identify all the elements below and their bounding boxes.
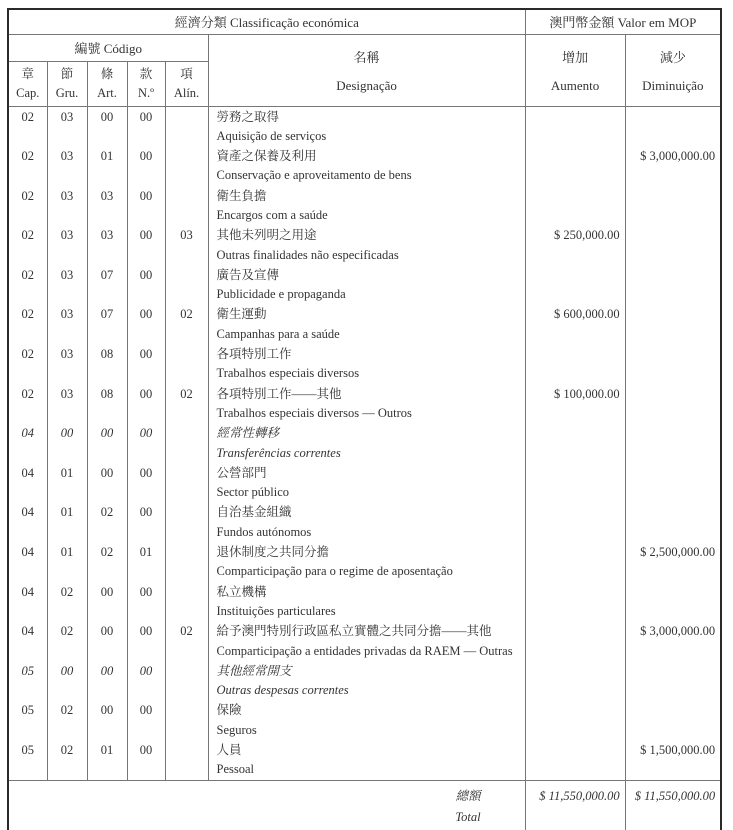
table-row	[8, 344, 721, 384]
code-art-cell: 00	[87, 700, 127, 740]
code-gru-cell: 00	[47, 423, 87, 463]
code-cap-cell: 05	[8, 700, 47, 740]
code-cap-cell: 04	[8, 621, 47, 661]
designation-cell	[208, 106, 525, 146]
aumento-cell	[525, 265, 625, 305]
diminuicao-cell	[625, 186, 721, 226]
designation-pt: Encargos com a saúde	[216, 207, 328, 222]
code-alin-cell	[165, 661, 208, 701]
code-gru-cell: 01	[47, 463, 87, 503]
header-classification: 經濟分類 Classificação económica	[8, 9, 525, 34]
code-alin-cell	[165, 463, 208, 503]
total-label-zh: 總額	[455, 788, 481, 803]
header-col-n-zh: 款	[139, 66, 153, 81]
code-n-cell: 00	[127, 423, 165, 463]
designation-zh: 私立機構	[216, 584, 267, 599]
code-n-cell: 00	[127, 146, 165, 186]
aumento-cell	[525, 344, 625, 384]
designation-zh: 各項特別工作	[216, 347, 292, 362]
table-row	[8, 146, 721, 186]
code-n-cell: 01	[127, 542, 165, 582]
code-cap-cell: 04	[8, 582, 47, 622]
code-art-cell: 00	[87, 661, 127, 701]
code-alin-cell	[165, 146, 208, 186]
designation-cell	[208, 700, 525, 740]
code-gru-cell: 01	[47, 542, 87, 582]
code-alin-cell: 02	[165, 621, 208, 661]
designation-cell	[208, 146, 525, 186]
code-gru-cell: 02	[47, 740, 87, 780]
designation-pt: Instituições particulares	[216, 603, 336, 618]
diminuicao-cell: $ 3,000,000.00	[625, 146, 721, 186]
code-art-cell: 03	[87, 225, 127, 265]
code-alin-cell	[165, 740, 208, 780]
diminuicao-cell	[625, 700, 721, 740]
header-increase	[525, 34, 625, 106]
designation-cell	[208, 384, 525, 424]
code-gru-cell: 03	[47, 186, 87, 226]
code-alin-cell	[165, 700, 208, 740]
table-row	[8, 384, 721, 424]
aumento-cell	[525, 740, 625, 780]
aumento-cell	[525, 463, 625, 503]
code-alin-cell: 03	[165, 225, 208, 265]
code-n-cell: 00	[127, 186, 165, 226]
designation-zh: 衛生負擔	[216, 188, 267, 203]
designation-cell	[208, 186, 525, 226]
table-row	[8, 423, 721, 463]
designation-zh: 退休制度之共同分擔	[216, 545, 330, 560]
code-art-cell: 01	[87, 146, 127, 186]
code-gru-cell: 03	[47, 265, 87, 305]
table-row	[8, 502, 721, 542]
code-alin-cell	[165, 106, 208, 146]
code-cap-cell: 05	[8, 740, 47, 780]
designation-pt: Conservação e aproveitamento de bens	[216, 168, 412, 183]
designation-zh: 經常性轉移	[216, 426, 280, 441]
diminuicao-cell	[625, 225, 721, 265]
header-col-alin-zh: 項	[180, 66, 193, 81]
diminuicao-cell	[625, 304, 721, 344]
aumento-cell	[525, 542, 625, 582]
code-art-cell: 00	[87, 582, 127, 622]
header-designation	[208, 34, 525, 106]
designation-pt: Aquisição de serviços	[216, 128, 327, 143]
aumento-cell	[525, 186, 625, 226]
code-gru-cell: 00	[47, 661, 87, 701]
designation-zh: 保險	[216, 703, 242, 718]
code-n-cell: 00	[127, 582, 165, 622]
designation-pt: Outras finalidades não especificadas	[216, 247, 399, 262]
designation-pt: Campanhas para a saúde	[216, 326, 340, 341]
designation-cell	[208, 740, 525, 780]
code-cap-cell: 04	[8, 463, 47, 503]
designation-zh: 其他經常開支	[216, 663, 292, 678]
diminuicao-cell: $ 2,500,000.00	[625, 542, 721, 582]
designation-cell	[208, 661, 525, 701]
header-decrease-zh: 減少	[659, 49, 686, 65]
code-art-cell: 08	[87, 384, 127, 424]
aumento-cell	[525, 621, 625, 661]
designation-zh: 給予澳門特別行政區私立實體之共同分擔——其他	[216, 624, 492, 639]
header-row-sections	[8, 34, 721, 61]
designation-zh: 資產之保養及利用	[216, 149, 317, 164]
designation-cell	[208, 542, 525, 582]
table-row	[8, 582, 721, 622]
header-col-art-pt: Art.	[97, 85, 117, 100]
diminuicao-cell	[625, 106, 721, 146]
designation-cell	[208, 265, 525, 305]
header-code: 編號 Código	[8, 34, 208, 61]
header-col-gru-pt: Gru.	[55, 85, 79, 100]
code-cap-cell: 02	[8, 304, 47, 344]
code-cap-cell: 02	[8, 344, 47, 384]
code-cap-cell: 02	[8, 106, 47, 146]
header-col-n	[127, 61, 165, 106]
code-art-cell: 00	[87, 621, 127, 661]
designation-zh: 公營部門	[216, 465, 267, 480]
designation-zh: 自治基金組織	[216, 505, 292, 520]
budget-table	[7, 8, 722, 830]
diminuicao-cell	[625, 582, 721, 622]
code-alin-cell: 02	[165, 384, 208, 424]
designation-pt: Outras despesas correntes	[216, 683, 349, 698]
diminuicao-cell	[625, 265, 721, 305]
designation-pt: Publicidade e propaganda	[216, 287, 346, 302]
designation-cell	[208, 582, 525, 622]
header-designation-zh: 名稱	[353, 49, 380, 65]
code-gru-cell: 02	[47, 582, 87, 622]
code-art-cell: 02	[87, 502, 127, 542]
table-row	[8, 621, 721, 661]
table-row	[8, 542, 721, 582]
designation-pt: Transferências correntes	[216, 445, 341, 460]
aumento-cell	[525, 146, 625, 186]
table-row	[8, 106, 721, 146]
diminuicao-cell	[625, 463, 721, 503]
header-col-art-zh: 條	[100, 66, 114, 81]
table-row	[8, 186, 721, 226]
header-col-gru-zh: 節	[60, 66, 74, 81]
code-art-cell: 00	[87, 106, 127, 146]
header-col-gru	[47, 61, 87, 106]
header-increase-zh: 增加	[562, 49, 589, 65]
code-n-cell: 00	[127, 265, 165, 305]
code-cap-cell: 02	[8, 384, 47, 424]
code-cap-cell: 04	[8, 502, 47, 542]
designation-cell	[208, 423, 525, 463]
code-n-cell: 00	[127, 502, 165, 542]
diminuicao-cell	[625, 423, 721, 463]
diminuicao-cell	[625, 344, 721, 384]
code-alin-cell	[165, 265, 208, 305]
designation-zh: 人員	[216, 743, 242, 757]
aumento-cell	[525, 700, 625, 740]
designation-pt: Trabalhos especiais diversos — Outros	[216, 405, 412, 420]
total-row	[8, 780, 721, 830]
table-row	[8, 740, 721, 780]
code-n-cell: 00	[127, 344, 165, 384]
header-decrease	[625, 34, 721, 106]
designation-zh: 其他未列明之用途	[216, 228, 317, 243]
diminuicao-cell	[625, 502, 721, 542]
code-gru-cell: 03	[47, 304, 87, 344]
code-alin-cell	[165, 582, 208, 622]
total-label-cell	[8, 780, 525, 830]
code-alin-cell	[165, 542, 208, 582]
code-art-cell: 08	[87, 344, 127, 384]
code-gru-cell: 03	[47, 146, 87, 186]
header-col-cap	[8, 61, 47, 106]
code-gru-cell: 03	[47, 384, 87, 424]
aumento-cell	[525, 582, 625, 622]
table-row	[8, 463, 721, 503]
code-alin-cell	[165, 344, 208, 384]
designation-pt: Sector público	[216, 485, 290, 500]
aumento-cell	[525, 502, 625, 542]
code-art-cell: 00	[87, 463, 127, 503]
diminuicao-cell	[625, 661, 721, 701]
designation-cell	[208, 225, 525, 265]
code-n-cell: 00	[127, 621, 165, 661]
code-gru-cell: 02	[47, 621, 87, 661]
header-decrease-pt: Diminuição	[642, 77, 704, 93]
designation-pt: Fundos autónomos	[216, 524, 312, 539]
code-art-cell: 03	[87, 186, 127, 226]
diminuicao-cell	[625, 384, 721, 424]
code-n-cell: 00	[127, 304, 165, 344]
designation-pt: Trabalhos especiais diversos	[216, 366, 360, 381]
code-cap-cell: 04	[8, 542, 47, 582]
table-row	[8, 700, 721, 740]
aumento-cell	[525, 423, 625, 463]
table-body	[8, 9, 721, 830]
designation-pt: Comparticipação a entidades privadas da RAEM — Outras	[216, 643, 513, 658]
code-gru-cell: 03	[47, 106, 87, 146]
designation-zh: 各項特別工作——其他	[216, 386, 342, 401]
code-cap-cell: 04	[8, 423, 47, 463]
designation-cell	[208, 344, 525, 384]
designation-cell	[208, 621, 525, 661]
code-art-cell: 07	[87, 304, 127, 344]
header-col-art	[87, 61, 127, 106]
aumento-cell: $ 600,000.00	[525, 304, 625, 344]
code-gru-cell: 03	[47, 225, 87, 265]
code-n-cell: 00	[127, 661, 165, 701]
header-col-alin	[165, 61, 208, 106]
table-row	[8, 304, 721, 344]
designation-pt: Comparticipação para o regime de aposentação	[216, 564, 453, 579]
code-alin-cell	[165, 186, 208, 226]
total-aumento: $ 11,550,000.00	[525, 780, 625, 830]
code-n-cell: 00	[127, 740, 165, 780]
aumento-cell	[525, 661, 625, 701]
header-designation-pt: Designação	[336, 77, 397, 93]
code-cap-cell: 05	[8, 661, 47, 701]
code-cap-cell: 02	[8, 146, 47, 186]
total-label	[455, 786, 480, 828]
designation-zh: 勞務之取得	[216, 109, 280, 124]
diminuicao-cell: $ 3,000,000.00	[625, 621, 721, 661]
aumento-cell: $ 250,000.00	[525, 225, 625, 265]
code-cap-cell: 02	[8, 225, 47, 265]
designation-cell	[208, 502, 525, 542]
total-diminuicao: $ 11,550,000.00	[625, 780, 721, 830]
code-cap-cell: 02	[8, 265, 47, 305]
code-art-cell: 01	[87, 740, 127, 780]
header-col-cap-pt: Cap.	[16, 85, 40, 100]
designation-pt: Seguros	[216, 722, 257, 737]
code-n-cell: 00	[127, 700, 165, 740]
header-col-alin-pt: Alín.	[173, 85, 200, 100]
header-col-cap-zh: 章	[21, 66, 34, 81]
code-gru-cell: 02	[47, 700, 87, 740]
code-alin-cell	[165, 502, 208, 542]
code-art-cell: 07	[87, 265, 127, 305]
aumento-cell	[525, 106, 625, 146]
code-n-cell: 00	[127, 463, 165, 503]
code-n-cell: 00	[127, 225, 165, 265]
designation-cell	[208, 463, 525, 503]
header-value-mop: 澳門幣金額 Valor em MOP	[525, 9, 721, 34]
table-row	[8, 225, 721, 265]
code-gru-cell: 03	[47, 344, 87, 384]
code-n-cell: 00	[127, 384, 165, 424]
header-row-groups	[8, 9, 721, 34]
code-art-cell: 00	[87, 423, 127, 463]
code-alin-cell	[165, 423, 208, 463]
designation-zh: 衛生運動	[216, 307, 267, 322]
code-gru-cell: 01	[47, 502, 87, 542]
table-row	[8, 661, 721, 701]
designation-zh: 廣告及宣傳	[216, 267, 280, 282]
code-art-cell: 02	[87, 542, 127, 582]
aumento-cell: $ 100,000.00	[525, 384, 625, 424]
designation-pt: Pessoal	[216, 762, 254, 777]
diminuicao-cell: $ 1,500,000.00	[625, 740, 721, 780]
header-increase-pt: Aumento	[550, 77, 600, 93]
code-cap-cell: 02	[8, 186, 47, 226]
table-row	[8, 265, 721, 305]
code-n-cell: 00	[127, 106, 165, 146]
total-label-pt: Total	[455, 809, 481, 824]
header-col-n-pt: N.º	[137, 85, 155, 100]
code-alin-cell: 02	[165, 304, 208, 344]
designation-cell	[208, 304, 525, 344]
